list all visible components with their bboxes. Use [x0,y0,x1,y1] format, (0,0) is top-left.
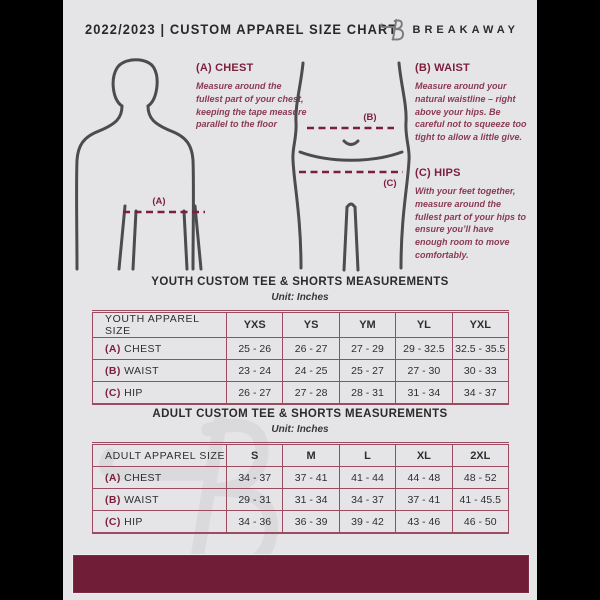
table-header-row [93,312,509,338]
row-prefix: (A) [105,342,121,355]
size-2xl-header: 2XL [452,444,508,467]
adult-waist-label [93,489,227,511]
torso-figure [71,53,213,271]
row-label: WAIST [124,493,159,506]
row-label: HIP [124,515,143,528]
adult-section-title: ADULT CUSTOM TEE & SHORTS MEASUREMENTS [152,408,448,420]
row-label: CHEST [124,471,162,484]
table-cell: 34 - 37 [452,382,508,405]
brand-lockup [379,16,520,43]
table-cell: 41 - 44 [339,467,395,489]
table-cell: 36 - 39 [283,511,339,534]
table-cell: 37 - 41 [283,467,339,489]
table-cell: 46 - 50 [452,511,508,534]
table-cell: 32.5 - 35.5 [452,338,508,360]
table-cell: 26 - 27 [227,382,283,405]
row-prefix: (B) [105,364,121,377]
youth-chest-label [93,338,227,360]
table-row [93,360,509,382]
youth-hip-label [93,382,227,405]
instruction-waist [415,62,527,144]
table-cell: 37 - 41 [396,489,452,511]
table-cell: 41 - 45.5 [452,489,508,511]
row-label: HIP [124,386,143,399]
table-cell: 29 - 31 [227,489,283,511]
table-cell: 48 - 52 [452,467,508,489]
row-prefix: (C) [105,515,121,528]
size-ys-header: YS [283,312,339,338]
size-s-header: S [227,444,283,467]
content-layer [63,0,537,600]
table-cell: 27 - 28 [283,382,339,405]
table-cell: 43 - 46 [396,511,452,534]
hips-line-label: (C) [383,178,397,189]
youth-size-col-header: YOUTH APPAREL SIZE [93,312,227,338]
table-cell: 27 - 30 [396,360,452,382]
adult-hip-label [93,511,227,534]
table-cell: 27 - 29 [339,338,395,360]
row-prefix: (B) [105,493,121,506]
table-cell: 25 - 26 [227,338,283,360]
row-prefix: (C) [105,386,121,399]
brand-name: BREAKAWAY [412,23,519,36]
document-page [63,0,537,600]
size-yxs-header: YXS [227,312,283,338]
table-row [93,382,509,405]
table-cell: 30 - 33 [452,360,508,382]
adult-chest-label [93,467,227,489]
adult-size-col-header: ADULT APPAREL SIZE [93,444,227,467]
table-cell: 34 - 37 [339,489,395,511]
row-label: CHEST [124,342,162,355]
size-l-header: L [339,444,395,467]
table-cell: 29 - 32.5 [396,338,452,360]
instruction-waist-text: Measure around your natural waistline – right above your hips. Be careful not to squeeze too tight to allow a little give. [415,81,527,143]
table-row [93,489,509,511]
table-row [93,338,509,360]
table-row [93,467,509,489]
youth-size-table [92,310,509,405]
youth-waist-label [93,360,227,382]
table-cell: 34 - 37 [227,467,283,489]
footer-bar [72,554,530,594]
size-m-header: M [283,444,339,467]
table-cell: 34 - 36 [227,511,283,534]
instruction-hips [415,167,527,262]
adult-section-unit: Unit: Inches [271,424,329,435]
row-prefix: (A) [105,471,121,484]
table-cell: 31 - 34 [396,382,452,405]
table-cell: 39 - 42 [339,511,395,534]
size-ym-header: YM [339,312,395,338]
size-xl-header: XL [396,444,452,467]
youth-section-unit: Unit: Inches [271,292,329,303]
size-yl-header: YL [396,312,452,338]
table-cell: 44 - 48 [396,467,452,489]
adult-size-table [92,442,509,534]
table-cell: 26 - 27 [283,338,339,360]
table-row [93,511,509,534]
instruction-hips-text: With your feet together, measure around the fullest part of your hips to ensure you’ll have enough room to move comfortably. [415,186,527,260]
chest-line-label: (A) [152,196,166,207]
instruction-chest-label: (A) CHEST [196,62,254,74]
table-cell: 31 - 34 [283,489,339,511]
page-title: 2022/2023 | CUSTOM APPAREL SIZE CHART [85,21,398,37]
size-yxl-header: YXL [452,312,508,338]
table-header-row [93,444,509,467]
waist-line-label: (B) [363,112,377,123]
table-cell: 24 - 25 [283,360,339,382]
breakaway-b-logo-icon [379,16,406,43]
instruction-waist-label: (B) WAIST [415,62,470,74]
instruction-hips-label: (C) HIPS [415,167,461,179]
table-cell: 23 - 24 [227,360,283,382]
lower-body-figure [290,60,412,272]
instruction-chest-text: Measure around the fullest part of your chest, keeping the tape measure parallel to the floor [196,81,307,130]
table-cell: 25 - 27 [339,360,395,382]
row-label: WAIST [124,364,159,377]
youth-section-title: YOUTH CUSTOM TEE & SHORTS MEASUREMENTS [151,276,449,288]
table-cell: 28 - 31 [339,382,395,405]
